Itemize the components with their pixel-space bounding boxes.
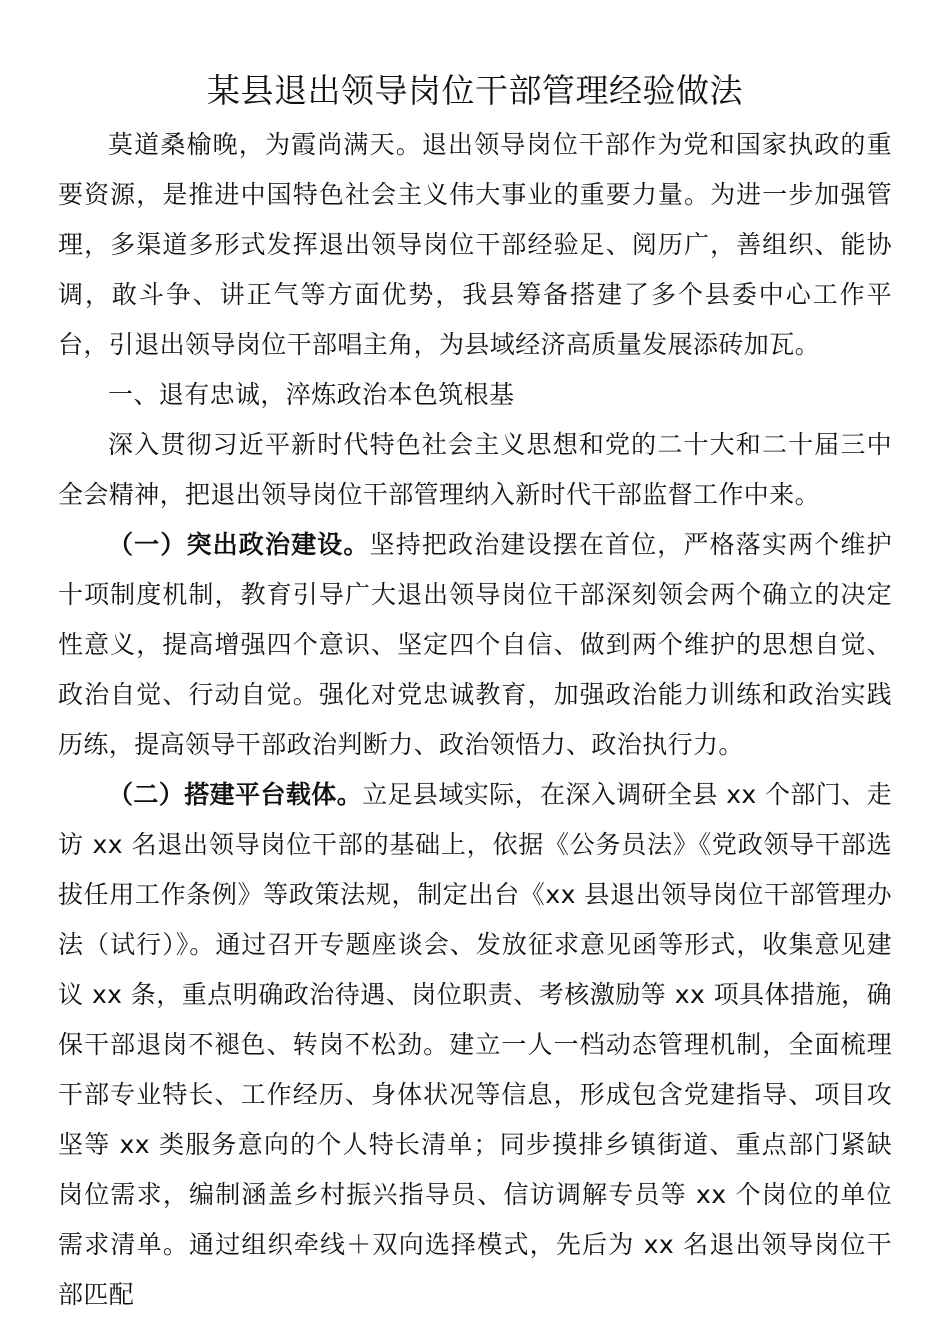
item-1-body: 坚持把政治建设摆在首位，严格落实两个维护十项制度机制，教育引导广大退出领导岗位干部深刻领会两个确立的决定性意义，提高增强四个意识、坚定四个自信、做到两个维护的思想自觉、政治自觉、行动自觉。强化对党忠诚教育，加强政治能力训练和政治实践历练，提高领导干部政治判断力、政治领悟力、政治执行力。	[58, 530, 892, 759]
section-1-intro-paragraph: 深入贯彻习近平新时代特色社会主义思想和党的二十大和二十届三中全会精神，把退出领导岗位干部管理纳入新时代干部监督工作中来。	[58, 430, 892, 509]
document-title: 某县退出领导岗位干部管理经验做法	[207, 71, 743, 110]
item-2-body: 立足县域实际，在深入调研全县 xx 个部门、走访 xx 名退出领导岗位干部的基础上，依据《公务员法》《党政领导干部选拔任用工作条例》等政策法规，制定出台《xx 县退出领导岗位干部管理办法（试行）》。通过召开专题座谈会、发放征求意见函等形式，收集意见建议 xx 条，重点明确政治待遇、岗位职责、考核激励等 xx 项具体措施，确保干部退岗不褪色、转岗不松劲。建立一人一档动态管理机制，全面梳理干部专业特长、工作经历、身体状况等信息，形成包含党建指导、项目攻坚等 xx 类服务意向的个人特长清单；同步摸排乡镇街道、重点部门紧缺岗位需求，编制涵盖乡村振兴指导员、信访调解专员等 xx 个岗位的单位需求清单。通过组织牵线＋双向选择模式，先后为 xx 名退出领导岗位干部匹配	[58, 780, 892, 1309]
document-page	[58, 62, 892, 1320]
section-heading-1: 一、退有忠诚，淬炼政治本色筑根基	[108, 380, 515, 409]
item-2-lead: （二）搭建平台载体。	[108, 780, 363, 809]
item-2-paragraph	[58, 770, 892, 1320]
intro-paragraph: 莫道桑榆晚，为霞尚满天。退出领导岗位干部作为党和国家执政的重要资源，是推进中国特色社会主义伟大事业的重要力量。为进一步加强管理，多渠道多形式发挥退出领导岗位干部经验足、阅历广，善组织、能协调，敢斗争、讲正气等方面优势，我县筹备搭建了多个县委中心工作平台，引退出领导岗位干部唱主角，为县域经济高质量发展添砖加瓦。	[58, 130, 892, 359]
item-1-paragraph	[58, 520, 892, 770]
item-1-lead: （一）突出政治建设。	[108, 530, 370, 559]
